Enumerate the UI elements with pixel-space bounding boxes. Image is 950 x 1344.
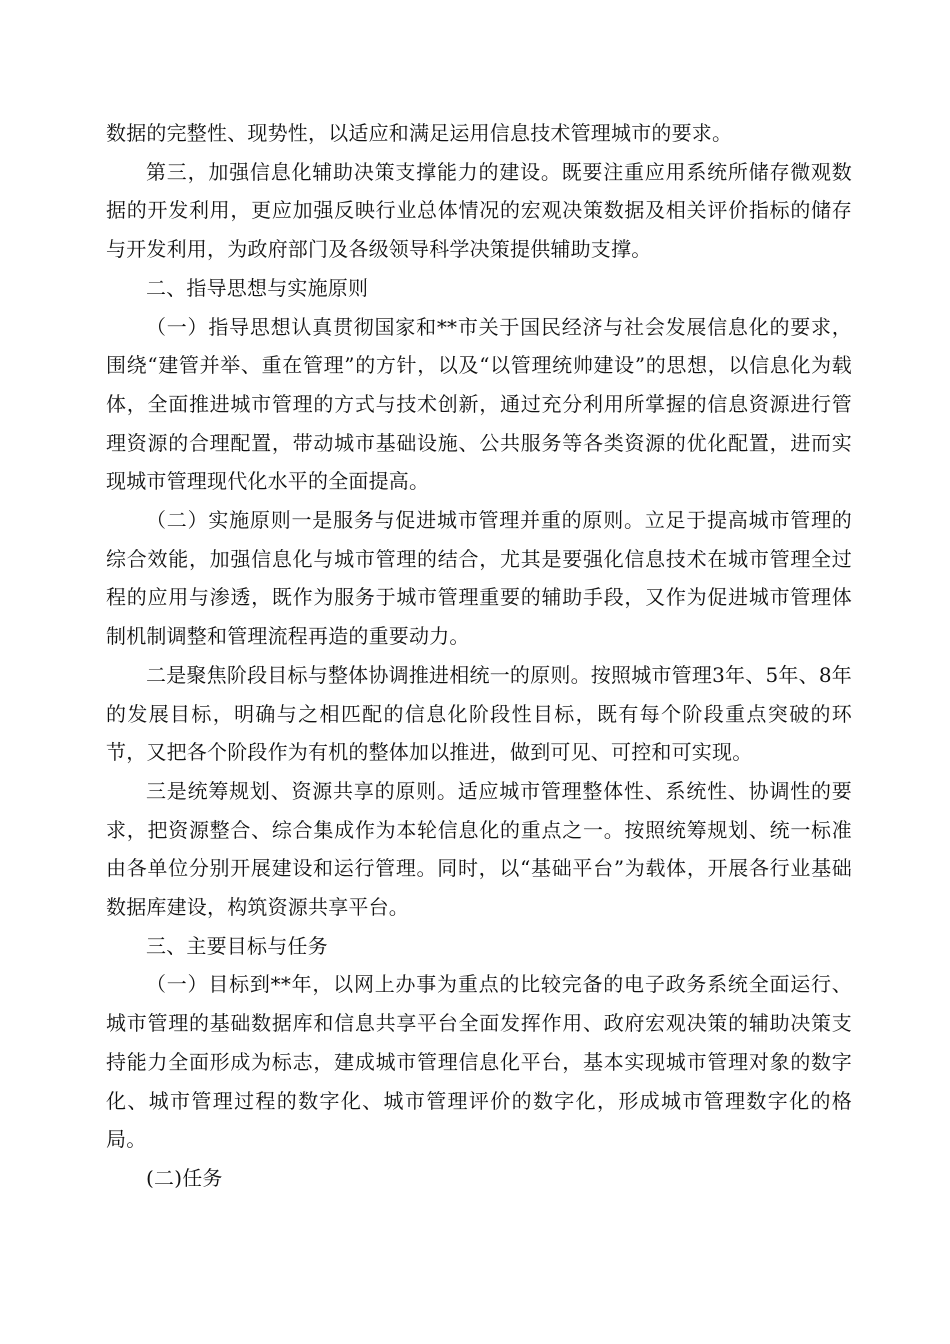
paragraph-implementation-principle-three: 三是统筹规划、资源共享的原则。适应城市管理整体性、系统性、协调性的要求，把资源整合、综合集成作为本轮信息化的重点之一。按照统筹规划、统一标准由各单位分别开展建设和运行管理。同时，以“基础平台”为载体，开展各行业基础数据库建设，构筑资源共享平台。 [106,778,852,920]
paragraph-implementation-principle-two: 二是聚焦阶段目标与整体协调推进相统一的原则。按照城市管理3年、5年、8年的发展目标，明确与之相匹配的信息化阶段性目标，既有每个阶段重点突破的环节，又把各个阶段作为有机的整体加以推进，做到可见、可控和可实现。 [106,662,852,765]
subheading-tasks: (二)任务 [146,1165,223,1190]
paragraph-implementation-principle-one: （二）实施原则一是服务与促进城市管理并重的原则。立足于提高城市管理的综合效能，加强信息化与城市管理的结合，尤其是要强化信息技术在城市管理全过程的应用与渗透，既作为服务于城市管理重要的辅助手段，又作为促进城市管理体制机制调整和管理流程再造的重要动力。 [106,508,852,649]
paragraph-goals: （一）目标到**年，以网上办事为重点的比较完备的电子政务系统全面运行、城市管理的基础数据库和信息共享平台全面发挥作用、政府宏观决策的辅助决策支持能力全面形成为标志，建成城市管理信息化平台，基本实现城市管理对象的数字化、城市管理过程的数字化、城市管理评价的数字化，形成城市管理数字化的格局。 [106,972,852,1152]
document-body [106,114,852,1198]
paragraph-guiding-thought: （一）指导思想认真贯彻国家和**市关于国民经济与社会发展信息化的要求，围绕“建管并举、重在管理”的方针，以及“以管理统帅建设”的思想，以信息化为载体，全面推进城市管理的方式与技术创新，通过充分利用所掌握的信息资源进行管理资源的合理配置，带动城市基础设施、公共服务等各类资源的优化配置，进而实现城市管理现代化水平的全面提高。 [106,314,852,494]
section-heading-goals-tasks: 三、主要目标与任务 [146,933,328,958]
section-heading-guiding-principles: 二、指导思想与实施原则 [146,275,369,300]
paragraph-third-point: 第三，加强信息化辅助决策支撑能力的建设。既要注重应用系统所储存微观数据的开发利用，更应加强反映行业总体情况的宏观决策数据及相关评价指标的储存与开发利用，为政府部门及各级领导科学决策提供辅助支撑。 [106,159,852,262]
paragraph-continuation: 数据的完整性、现势性，以适应和满足运用信息技术管理城市的要求。 [106,121,733,145]
